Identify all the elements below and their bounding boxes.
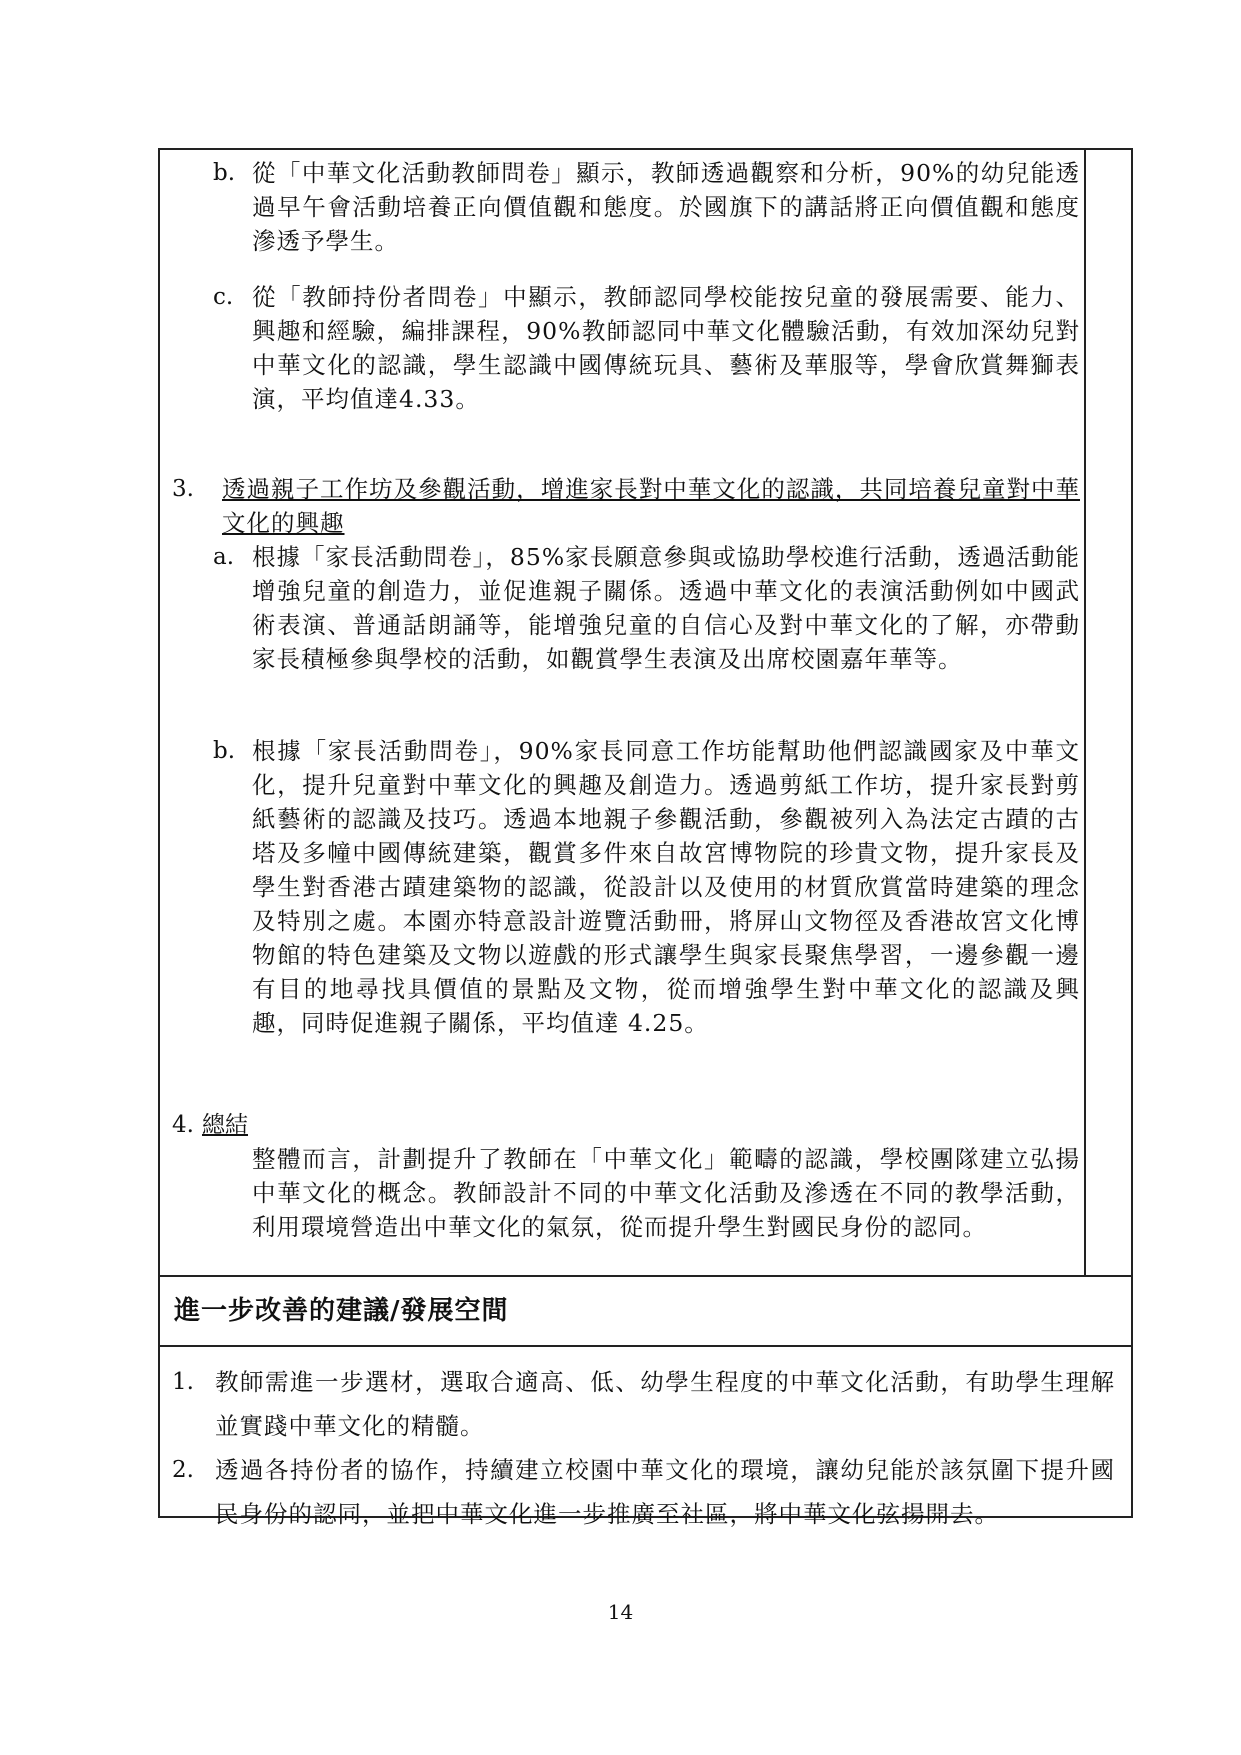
page-number: 14 — [607, 1600, 634, 1624]
suggestions-heading: 進一步改善的建議/發展空間 — [174, 1296, 509, 1326]
item-label: b. — [213, 160, 236, 186]
row-divider — [160, 1345, 1131, 1347]
suggestion-text: 教師需進一步選材，選取合適高、低、幼學生程度的中華文化活動，有助學生理解並實踐中華文化的精髓。 — [215, 1368, 1115, 1440]
item-label: a. — [213, 544, 235, 570]
summary-text: 整體而言，計劃提升了教師在「中華文化」範疇的認識，學校團隊建立弘揚中華文化的概念。教師設計不同的中華文化活動及滲透在不同的教學活動，利用環境營造出中華文化的氣氛，從而提升學生對國民身份的認同。 — [252, 1145, 1080, 1241]
row-divider — [160, 1275, 1131, 1277]
section-title: 總結 — [202, 1112, 248, 1138]
item-text: 從「教師持份者問卷」中顯示，教師認同學校能按兒童的發展需要、能力、興趣和經驗，編排課程，90%教師認同中華文化體驗活動，有效加深幼兒對中華文化的認識，學生認識中國傳統玩具、藝術及華服等，學會欣賞舞獅表演，平均值達4.33。 — [252, 283, 1080, 413]
section-number: 4. — [172, 1112, 194, 1138]
suggestion-number: 2. — [172, 1457, 194, 1483]
item-text: 根據「家長活動問卷」，90%家長同意工作坊能幫助他們認識國家及中華文化，提升兒童對中華文化的興趣及創造力。透過剪紙工作坊，提升家長對剪紙藝術的認識及技巧。透過本地親子參觀活動，參觀被列入為法定古蹟的古塔及多幢中國傳統建築，觀賞多件來自故宮博物院的珍貴文物，提升家長及學生對香港古蹟建築物的認識，從設計以及使用的材質欣賞當時建築的理念及特別之處。本園亦特意設計遊覽活動冊，將屏山文物徑及香港故宮文化博物館的特色建築及文物以遊戲的形式讓學生與家長聚焦學習，一邊參觀一邊有目的地尋找具價值的景點及文物，從而增強學生對中華文化的認識及興趣，同時促進親子關係，平均值達 4.25。 — [252, 737, 1080, 1037]
section-title: 透過親子工作坊及參觀活動，增進家長對中華文化的認識，共同培養兒童對中華文化的興趣 — [222, 475, 1080, 537]
suggestion-number: 1. — [172, 1369, 194, 1395]
item-label: b. — [213, 738, 236, 764]
section-number: 3. — [172, 476, 194, 502]
evaluation-table — [158, 148, 1133, 1528]
column-divider — [1084, 150, 1086, 1275]
item-label: c. — [213, 284, 234, 310]
item-text: 從「中華文化活動教師問卷」顯示，教師透過觀察和分析，90%的幼兒能透過早午會活動培養正向價值觀和態度。於國旗下的講話將正向價值觀和態度滲透予學生。 — [252, 159, 1080, 255]
item-text: 根據「家長活動問卷」，85%家長願意參與或協助學校進行活動，透過活動能增強兒童的創造力，並促進親子關係。透過中華文化的表演活動例如中國武術表演、普通話朗誦等，能增強兒童的自信心及對中華文化的了解，亦帶動家長積極參與學校的活動，如觀賞學生表演及出席校園嘉年華等。 — [252, 543, 1080, 673]
suggestion-text: 透過各持份者的協作，持續建立校園中華文化的環境，讓幼兒能於該氛圍下提升國民身份的認同，並把中華文化進一步推廣至社區，將中華文化弦揚開去。 — [215, 1456, 1115, 1528]
